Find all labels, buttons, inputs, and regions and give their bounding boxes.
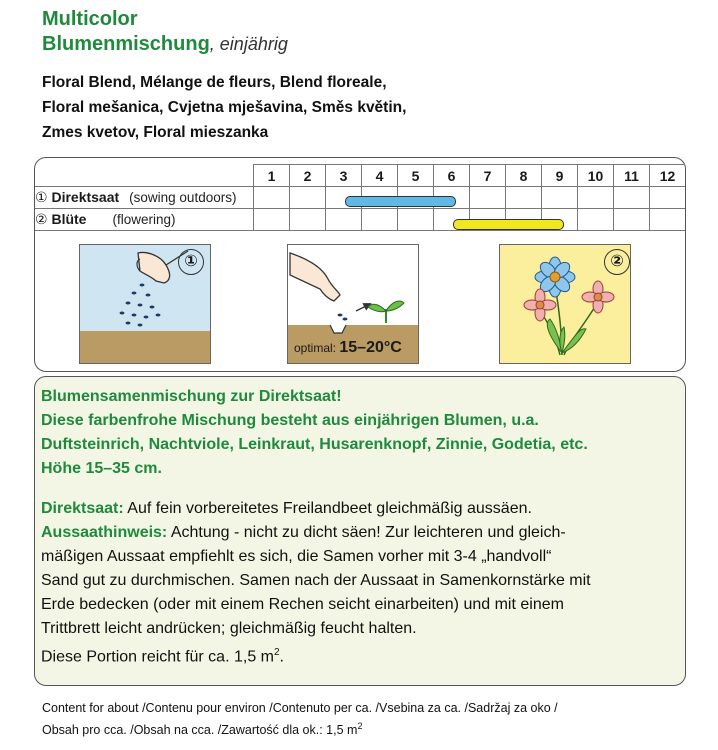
sowing-note: (sowing outdoors) [129, 190, 237, 205]
headline-line: Blumensamenmischung zur Direktsaat! [41, 388, 342, 405]
translation-line: Zmes kvetov, Floral mieszanka [42, 124, 269, 141]
sowing-label-text: Direktsaat [51, 189, 120, 205]
month-1: 1 [254, 165, 290, 187]
sowing-period-bar [345, 196, 457, 207]
month-5: 5 [398, 165, 434, 187]
step-1-badge: ① [178, 249, 204, 275]
sowing-illustration [79, 244, 211, 364]
month-9: 9 [542, 165, 578, 187]
hinweis-line: Erde bedecken (oder mit einem Rechen seicht einarbeiten) und mit einem [41, 596, 564, 613]
headline-line: Duftsteinrich, Nachtviole, Leinkraut, Husarenknopf, Zinnie, Godetia, etc. [41, 436, 588, 453]
product-name: Blumenmischung [42, 33, 210, 55]
footer-line: Content for about /Contenu pour environ /Contenuto per ca. /Vsebina za ca. /Sadržaj za oko / [42, 701, 558, 715]
month-8: 8 [506, 165, 542, 187]
month-2: 2 [290, 165, 326, 187]
headline-line: Diese farbenfrohe Mischung besteht aus einjährigen Blumen, u.a. [41, 412, 539, 429]
sowing-instructions [41, 497, 681, 669]
hinweis-label: Aussaathinweis: [41, 524, 168, 541]
month-10: 10 [578, 165, 614, 187]
translations [42, 70, 406, 145]
description-box [34, 376, 686, 686]
description-headline [41, 385, 681, 481]
direktsaat-line [41, 497, 681, 521]
row-number-2: ② [35, 211, 48, 227]
flowering-period-bar [453, 219, 565, 230]
month-3: 3 [326, 165, 362, 187]
hinweis-line: Trittbrett leicht andrücken; gleichmäßig feucht halten. [41, 620, 417, 637]
flowering-illustration [499, 244, 631, 364]
flowering-row [35, 209, 685, 231]
content-quantity [42, 699, 558, 739]
hinweis-line [41, 521, 681, 545]
portion-sup: 2 [273, 647, 280, 658]
flowering-note: (flowering) [112, 212, 176, 227]
month-4: 4 [362, 165, 398, 187]
headline-line: Höhe 15–35 cm. [41, 460, 162, 477]
portion-line [41, 641, 681, 669]
month-6: 6 [434, 165, 470, 187]
direktsaat-label: Direktsaat: [41, 500, 124, 517]
optimal-label: optimal: [294, 341, 337, 355]
direktsaat-text: Auf fein vorbereitetes Freilandbeet gleichmäßig aussäen. [123, 500, 532, 517]
product-title: Multicolor [42, 8, 138, 30]
portion-text: Diese Portion reicht für ca. 1,5 m [41, 648, 274, 666]
step-2-badge: ② [604, 249, 630, 275]
hinweis-line: mäßigen Aussaat empfiehlt es sich, die Samen vorher mit 3-4 „handvoll“ [41, 548, 552, 565]
flowering-label [35, 209, 254, 231]
month-12: 12 [650, 165, 686, 187]
translation-line: Floral mešanica, Cvjetna mješavina, Směs květin, [42, 99, 407, 116]
month-7: 7 [470, 165, 506, 187]
hinweis-text: Achtung - nicht zu dicht säen! Zur leichteren und gleich- [167, 524, 566, 541]
flowering-label-text: Blüte [51, 211, 87, 227]
calendar-corner [35, 165, 254, 187]
product-subtitle [42, 33, 288, 56]
month-11: 11 [614, 165, 650, 187]
translation-line: Floral Blend, Mélange de fleurs, Blend floreale, [42, 74, 387, 91]
row-number-1: ① [35, 189, 48, 205]
sowing-label [35, 187, 254, 209]
temperature-range: 15–20°C [339, 339, 402, 356]
portion-end: . [279, 648, 284, 666]
month-header-row [35, 165, 685, 187]
sowing-calendar [34, 157, 686, 372]
footer-text: Obsah pro cca. /Obsah na cca. /Zawartość dla ok.: 1,5 m [42, 723, 358, 738]
optimal-temp [294, 339, 402, 357]
footer-sup: 2 [357, 721, 363, 731]
annual-note: , einjährig [209, 34, 288, 54]
footer-line [42, 717, 558, 739]
germination-illustration [287, 244, 419, 364]
hinweis-line: Sand gut zu durchmischen. Samen nach der Aussaat in Samenkornstärke mit [41, 572, 591, 589]
